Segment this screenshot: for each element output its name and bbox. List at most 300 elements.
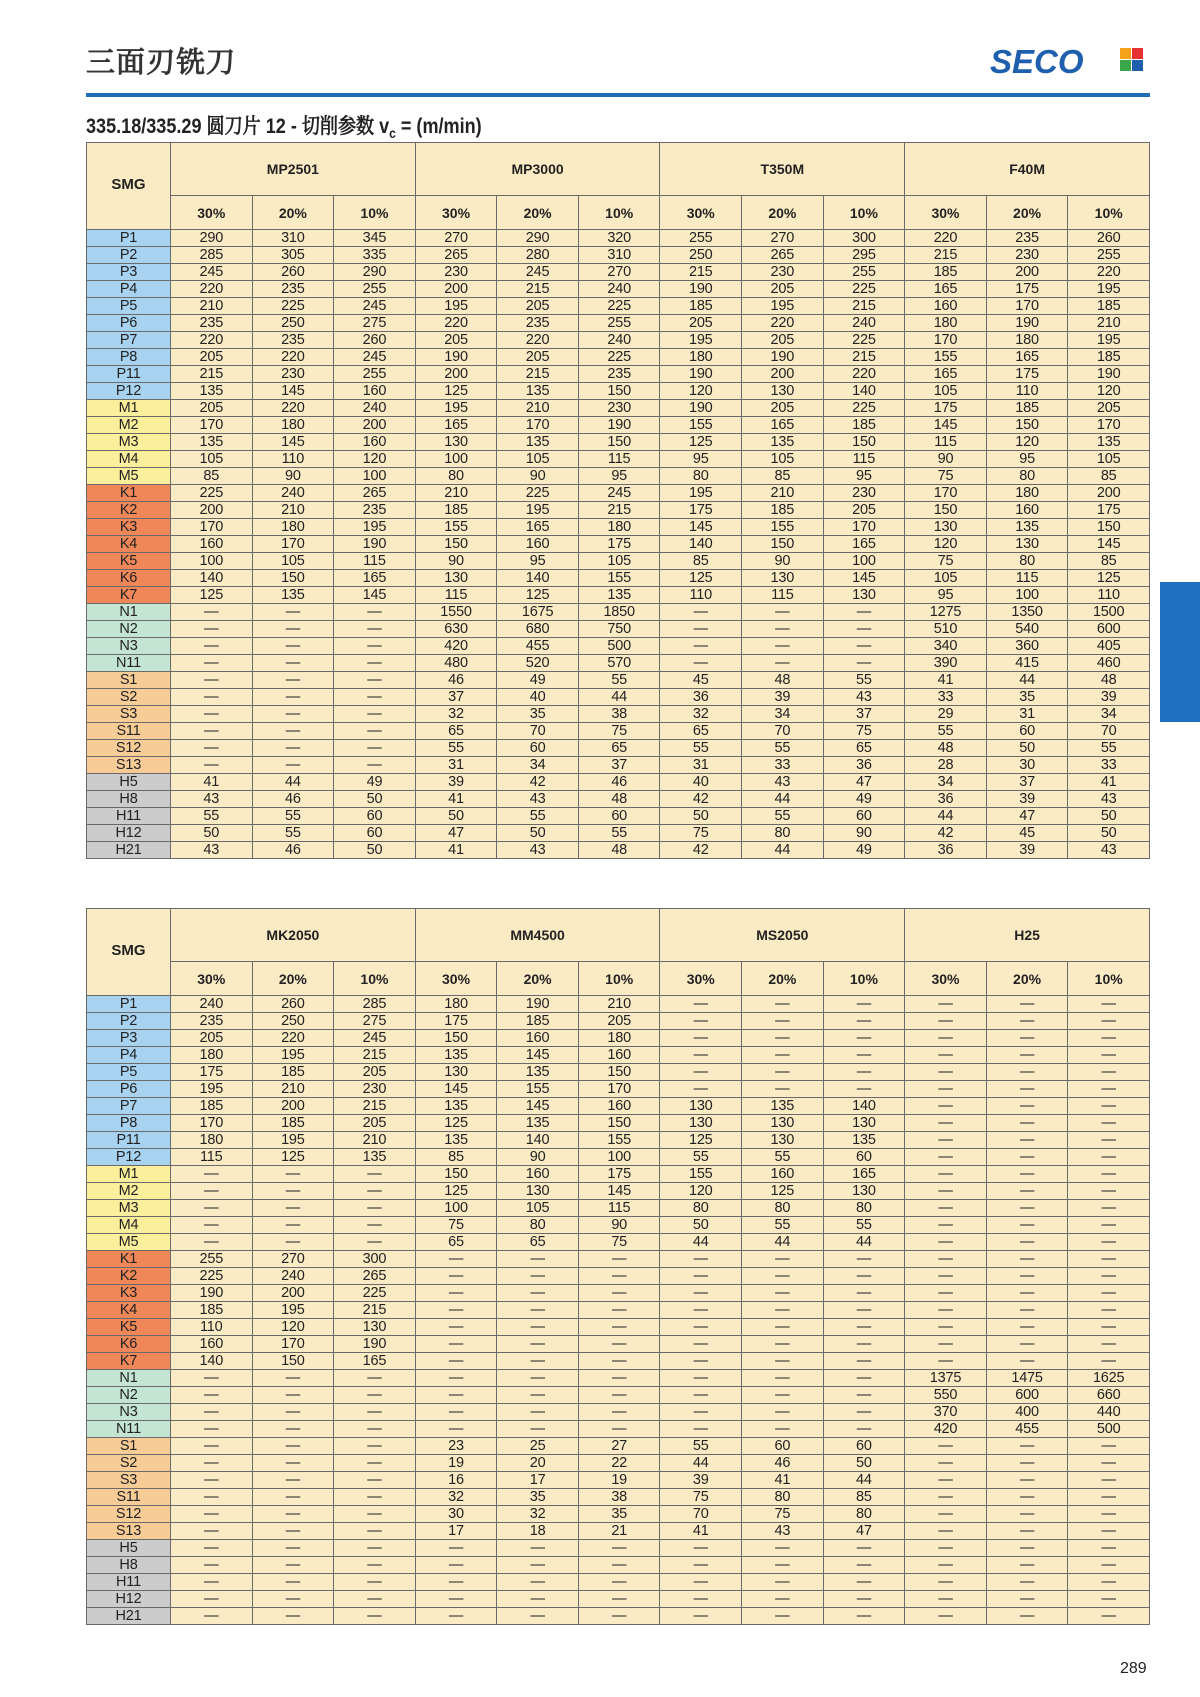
- value-cell: 255: [171, 1251, 253, 1268]
- value-cell: 125: [171, 587, 253, 604]
- value-cell: 125: [252, 1149, 334, 1166]
- smg-cell: H5: [87, 1540, 171, 1557]
- value-cell: —: [1068, 1166, 1150, 1183]
- value-cell: 95: [986, 451, 1068, 468]
- value-cell: 180: [171, 1047, 253, 1064]
- value-cell: 215: [823, 349, 905, 366]
- value-cell: 195: [252, 1132, 334, 1149]
- value-cell: 30: [986, 757, 1068, 774]
- smg-cell: K5: [87, 553, 171, 570]
- value-cell: —: [497, 1302, 579, 1319]
- value-cell: —: [905, 1591, 987, 1608]
- value-cell: 205: [742, 400, 824, 417]
- value-cell: 65: [415, 1234, 497, 1251]
- value-cell: 420: [905, 1421, 987, 1438]
- value-cell: —: [252, 1217, 334, 1234]
- value-cell: —: [905, 1115, 987, 1132]
- value-cell: —: [497, 1251, 579, 1268]
- value-cell: —: [334, 1421, 416, 1438]
- value-cell: —: [905, 1217, 987, 1234]
- value-cell: —: [334, 1455, 416, 1472]
- value-cell: 55: [823, 1217, 905, 1234]
- value-cell: 480: [415, 655, 497, 672]
- value-cell: —: [1068, 1591, 1150, 1608]
- table-subtitle: [86, 110, 482, 141]
- value-cell: —: [171, 1421, 253, 1438]
- value-cell: 45: [986, 825, 1068, 842]
- value-cell: 135: [415, 1132, 497, 1149]
- value-cell: 38: [578, 706, 660, 723]
- page-number: 289: [1120, 1660, 1147, 1677]
- value-cell: —: [334, 1608, 416, 1625]
- value-cell: 50: [171, 825, 253, 842]
- value-cell: 95: [497, 553, 579, 570]
- smg-cell: P1: [87, 230, 171, 247]
- value-cell: —: [823, 621, 905, 638]
- value-cell: 200: [252, 1098, 334, 1115]
- value-cell: —: [171, 1404, 253, 1421]
- value-cell: 95: [905, 587, 987, 604]
- value-cell: —: [1068, 1489, 1150, 1506]
- percent-header: 30%: [660, 196, 742, 230]
- value-cell: 80: [823, 1506, 905, 1523]
- percent-header: 20%: [986, 196, 1068, 230]
- table-row: [87, 570, 1150, 587]
- value-cell: 37: [578, 757, 660, 774]
- value-cell: 55: [905, 723, 987, 740]
- value-cell: 135: [497, 1115, 579, 1132]
- value-cell: 310: [578, 247, 660, 264]
- smg-cell: S11: [87, 723, 171, 740]
- value-cell: —: [578, 1370, 660, 1387]
- value-cell: 145: [497, 1098, 579, 1115]
- value-cell: —: [742, 1540, 824, 1557]
- value-cell: 100: [986, 587, 1068, 604]
- smg-cell: H11: [87, 808, 171, 825]
- value-cell: 44: [660, 1455, 742, 1472]
- value-cell: —: [171, 604, 253, 621]
- value-cell: 200: [742, 366, 824, 383]
- value-cell: 115: [742, 587, 824, 604]
- percent-header: 10%: [578, 196, 660, 230]
- value-cell: —: [334, 638, 416, 655]
- value-cell: —: [823, 1251, 905, 1268]
- value-cell: —: [415, 1540, 497, 1557]
- value-cell: 270: [578, 264, 660, 281]
- value-cell: —: [742, 1285, 824, 1302]
- value-cell: 43: [171, 842, 253, 859]
- value-cell: 250: [252, 315, 334, 332]
- grade-header: H25: [905, 909, 1150, 962]
- value-cell: 41: [171, 774, 253, 791]
- value-cell: —: [986, 1540, 1068, 1557]
- percent-header: 10%: [823, 962, 905, 996]
- value-cell: —: [660, 996, 742, 1013]
- value-cell: —: [742, 604, 824, 621]
- value-cell: 75: [742, 1506, 824, 1523]
- value-cell: 170: [905, 332, 987, 349]
- value-cell: —: [823, 1064, 905, 1081]
- value-cell: 220: [252, 1030, 334, 1047]
- value-cell: 150: [986, 417, 1068, 434]
- value-cell: 205: [497, 298, 579, 315]
- value-cell: 135: [415, 1047, 497, 1064]
- value-cell: 80: [660, 468, 742, 485]
- value-cell: 215: [497, 281, 579, 298]
- subtitle-tail: = (m/min): [395, 115, 482, 138]
- value-cell: 140: [497, 1132, 579, 1149]
- value-cell: —: [1068, 1200, 1150, 1217]
- percent-header: 20%: [252, 196, 334, 230]
- value-cell: —: [660, 1557, 742, 1574]
- value-cell: 100: [578, 1149, 660, 1166]
- value-cell: —: [986, 1064, 1068, 1081]
- value-cell: 180: [171, 1132, 253, 1149]
- value-cell: 220: [171, 281, 253, 298]
- value-cell: 230: [986, 247, 1068, 264]
- table-row: [87, 1472, 1150, 1489]
- value-cell: 36: [823, 757, 905, 774]
- value-cell: 145: [252, 383, 334, 400]
- value-cell: 345: [334, 230, 416, 247]
- value-cell: —: [660, 1574, 742, 1591]
- value-cell: 195: [252, 1047, 334, 1064]
- value-cell: —: [660, 1540, 742, 1557]
- value-cell: 150: [1068, 519, 1150, 536]
- value-cell: 27: [578, 1438, 660, 1455]
- value-cell: 255: [660, 230, 742, 247]
- value-cell: —: [497, 1319, 579, 1336]
- value-cell: —: [252, 1506, 334, 1523]
- value-cell: —: [578, 1421, 660, 1438]
- value-cell: 185: [742, 502, 824, 519]
- smg-cell: P12: [87, 383, 171, 400]
- cutting-data-table-2: [86, 908, 1150, 1625]
- value-cell: —: [252, 723, 334, 740]
- value-cell: 48: [578, 791, 660, 808]
- value-cell: —: [1068, 1115, 1150, 1132]
- value-cell: —: [1068, 1574, 1150, 1591]
- percent-header: 30%: [171, 962, 253, 996]
- value-cell: —: [497, 1540, 579, 1557]
- value-cell: 500: [1068, 1421, 1150, 1438]
- value-cell: —: [986, 1302, 1068, 1319]
- value-cell: 200: [171, 502, 253, 519]
- value-cell: 245: [578, 485, 660, 502]
- table-row: [87, 519, 1150, 536]
- value-cell: 160: [578, 1098, 660, 1115]
- value-cell: —: [742, 1608, 824, 1625]
- percent-header: 20%: [497, 196, 579, 230]
- value-cell: 175: [415, 1013, 497, 1030]
- value-cell: 105: [1068, 451, 1150, 468]
- value-cell: 600: [1068, 621, 1150, 638]
- value-cell: 165: [905, 366, 987, 383]
- smg-cell: S1: [87, 1438, 171, 1455]
- value-cell: 140: [660, 536, 742, 553]
- value-cell: 28: [905, 757, 987, 774]
- value-cell: 150: [823, 434, 905, 451]
- value-cell: 145: [905, 417, 987, 434]
- value-cell: —: [1068, 1319, 1150, 1336]
- value-cell: —: [171, 655, 253, 672]
- value-cell: —: [905, 1081, 987, 1098]
- value-cell: 19: [415, 1455, 497, 1472]
- value-cell: 23: [415, 1438, 497, 1455]
- smg-cell: P1: [87, 996, 171, 1013]
- value-cell: —: [171, 1574, 253, 1591]
- value-cell: 43: [497, 791, 579, 808]
- value-cell: 1275: [905, 604, 987, 621]
- percent-header: 20%: [252, 962, 334, 996]
- value-cell: —: [415, 1370, 497, 1387]
- value-cell: 190: [660, 366, 742, 383]
- value-cell: —: [986, 1353, 1068, 1370]
- value-cell: 190: [986, 315, 1068, 332]
- value-cell: —: [905, 1200, 987, 1217]
- value-cell: —: [334, 1506, 416, 1523]
- value-cell: 145: [252, 434, 334, 451]
- value-cell: 70: [1068, 723, 1150, 740]
- value-cell: —: [905, 1030, 987, 1047]
- value-cell: 340: [905, 638, 987, 655]
- value-cell: —: [742, 1404, 824, 1421]
- value-cell: 145: [578, 1183, 660, 1200]
- percent-header: 20%: [986, 962, 1068, 996]
- table-row: [87, 1200, 1150, 1217]
- value-cell: —: [660, 621, 742, 638]
- subtitle-subscript: c: [389, 125, 396, 142]
- value-cell: 335: [334, 247, 416, 264]
- value-cell: —: [252, 604, 334, 621]
- value-cell: 190: [578, 417, 660, 434]
- value-cell: —: [1068, 1183, 1150, 1200]
- value-cell: 110: [252, 451, 334, 468]
- value-cell: 65: [415, 723, 497, 740]
- value-cell: 105: [905, 383, 987, 400]
- value-cell: 195: [171, 1081, 253, 1098]
- value-cell: —: [1068, 1132, 1150, 1149]
- value-cell: 125: [660, 570, 742, 587]
- value-cell: 47: [823, 774, 905, 791]
- value-cell: 90: [415, 553, 497, 570]
- value-cell: —: [1068, 1285, 1150, 1302]
- value-cell: 60: [334, 825, 416, 842]
- value-cell: 195: [660, 332, 742, 349]
- value-cell: 225: [578, 349, 660, 366]
- value-cell: —: [742, 1336, 824, 1353]
- table-row: [87, 1455, 1150, 1472]
- value-cell: —: [986, 996, 1068, 1013]
- value-cell: —: [823, 1404, 905, 1421]
- value-cell: 260: [252, 264, 334, 281]
- table-row: [87, 1574, 1150, 1591]
- value-cell: 33: [1068, 757, 1150, 774]
- value-cell: 37: [415, 689, 497, 706]
- value-cell: —: [497, 1421, 579, 1438]
- value-cell: —: [742, 1081, 824, 1098]
- value-cell: 300: [334, 1251, 416, 1268]
- value-cell: 270: [252, 1251, 334, 1268]
- value-cell: 130: [905, 519, 987, 536]
- table-row: [87, 1302, 1150, 1319]
- value-cell: 460: [1068, 655, 1150, 672]
- value-cell: —: [334, 757, 416, 774]
- value-cell: —: [905, 1506, 987, 1523]
- smg-cell: H8: [87, 791, 171, 808]
- value-cell: 47: [823, 1523, 905, 1540]
- value-cell: —: [578, 1319, 660, 1336]
- header-rule: [86, 93, 1150, 97]
- value-cell: 43: [742, 774, 824, 791]
- value-cell: 205: [660, 315, 742, 332]
- value-cell: 50: [497, 825, 579, 842]
- value-cell: —: [171, 1472, 253, 1489]
- value-cell: 235: [986, 230, 1068, 247]
- value-cell: —: [823, 1591, 905, 1608]
- value-cell: —: [334, 1234, 416, 1251]
- value-cell: —: [905, 1064, 987, 1081]
- value-cell: 190: [171, 1285, 253, 1302]
- value-cell: —: [252, 1523, 334, 1540]
- percent-header: 30%: [905, 196, 987, 230]
- value-cell: 60: [578, 808, 660, 825]
- value-cell: 49: [823, 842, 905, 859]
- value-cell: 41: [742, 1472, 824, 1489]
- value-cell: 125: [415, 1115, 497, 1132]
- value-cell: —: [334, 655, 416, 672]
- value-cell: 80: [742, 825, 824, 842]
- value-cell: 36: [905, 791, 987, 808]
- value-cell: —: [415, 1353, 497, 1370]
- value-cell: 215: [823, 298, 905, 315]
- value-cell: —: [578, 1353, 660, 1370]
- value-cell: —: [334, 1183, 416, 1200]
- value-cell: —: [986, 1115, 1068, 1132]
- value-cell: —: [660, 1047, 742, 1064]
- value-cell: —: [742, 1353, 824, 1370]
- value-cell: 75: [905, 553, 987, 570]
- percent-header: 30%: [905, 962, 987, 996]
- value-cell: 170: [823, 519, 905, 536]
- value-cell: —: [905, 1047, 987, 1064]
- value-cell: 295: [823, 247, 905, 264]
- value-cell: 50: [660, 1217, 742, 1234]
- value-cell: —: [334, 740, 416, 757]
- value-cell: 630: [415, 621, 497, 638]
- value-cell: —: [742, 1302, 824, 1319]
- table-row: [87, 655, 1150, 672]
- value-cell: —: [823, 1030, 905, 1047]
- value-cell: 230: [252, 366, 334, 383]
- value-cell: 32: [415, 1489, 497, 1506]
- value-cell: —: [171, 1540, 253, 1557]
- value-cell: 130: [497, 1183, 579, 1200]
- value-cell: 135: [497, 434, 579, 451]
- value-cell: 175: [986, 281, 1068, 298]
- value-cell: 155: [415, 519, 497, 536]
- grade-header: T350M: [660, 143, 905, 196]
- value-cell: 230: [415, 264, 497, 281]
- value-cell: 240: [578, 332, 660, 349]
- smg-cell: S1: [87, 672, 171, 689]
- value-cell: —: [742, 638, 824, 655]
- value-cell: 195: [252, 1302, 334, 1319]
- grade-header: MP3000: [415, 143, 660, 196]
- table-row: [87, 1217, 1150, 1234]
- table-row: [87, 417, 1150, 434]
- value-cell: —: [742, 655, 824, 672]
- value-cell: —: [986, 1030, 1068, 1047]
- value-cell: —: [252, 1591, 334, 1608]
- value-cell: 750: [578, 621, 660, 638]
- value-cell: —: [1068, 1540, 1150, 1557]
- value-cell: 46: [578, 774, 660, 791]
- grade-header: MS2050: [660, 909, 905, 962]
- value-cell: 37: [986, 774, 1068, 791]
- value-cell: 17: [415, 1523, 497, 1540]
- value-cell: 34: [742, 706, 824, 723]
- value-cell: 35: [497, 1489, 579, 1506]
- value-cell: 55: [660, 1149, 742, 1166]
- value-cell: —: [742, 1064, 824, 1081]
- value-cell: 44: [905, 808, 987, 825]
- value-cell: —: [742, 1251, 824, 1268]
- smg-cell: N1: [87, 604, 171, 621]
- value-cell: —: [986, 1166, 1068, 1183]
- table-row: [87, 247, 1150, 264]
- smg-cell: S3: [87, 706, 171, 723]
- table-row: [87, 808, 1150, 825]
- percent-header: 30%: [171, 196, 253, 230]
- value-cell: —: [986, 1489, 1068, 1506]
- value-cell: 225: [823, 400, 905, 417]
- table-row: [87, 230, 1150, 247]
- value-cell: 43: [742, 1523, 824, 1540]
- value-cell: —: [497, 1353, 579, 1370]
- value-cell: —: [660, 1353, 742, 1370]
- value-cell: —: [171, 1523, 253, 1540]
- value-cell: 260: [334, 332, 416, 349]
- value-cell: —: [171, 1166, 253, 1183]
- value-cell: 60: [823, 808, 905, 825]
- value-cell: 140: [823, 383, 905, 400]
- value-cell: 32: [497, 1506, 579, 1523]
- value-cell: 175: [986, 366, 1068, 383]
- value-cell: —: [660, 1030, 742, 1047]
- value-cell: —: [660, 1268, 742, 1285]
- value-cell: 44: [660, 1234, 742, 1251]
- value-cell: 37: [823, 706, 905, 723]
- value-cell: 190: [660, 400, 742, 417]
- value-cell: —: [905, 1183, 987, 1200]
- value-cell: —: [905, 1268, 987, 1285]
- value-cell: 230: [334, 1081, 416, 1098]
- logo-text: SECO: [990, 43, 1084, 80]
- value-cell: 85: [415, 1149, 497, 1166]
- value-cell: 210: [497, 400, 579, 417]
- value-cell: —: [578, 1251, 660, 1268]
- table-row: [87, 332, 1150, 349]
- value-cell: 41: [660, 1523, 742, 1540]
- value-cell: 35: [497, 706, 579, 723]
- value-cell: —: [171, 1557, 253, 1574]
- value-cell: 255: [578, 315, 660, 332]
- value-cell: 55: [415, 740, 497, 757]
- value-cell: —: [660, 1302, 742, 1319]
- smg-cell: M1: [87, 1166, 171, 1183]
- value-cell: 240: [252, 1268, 334, 1285]
